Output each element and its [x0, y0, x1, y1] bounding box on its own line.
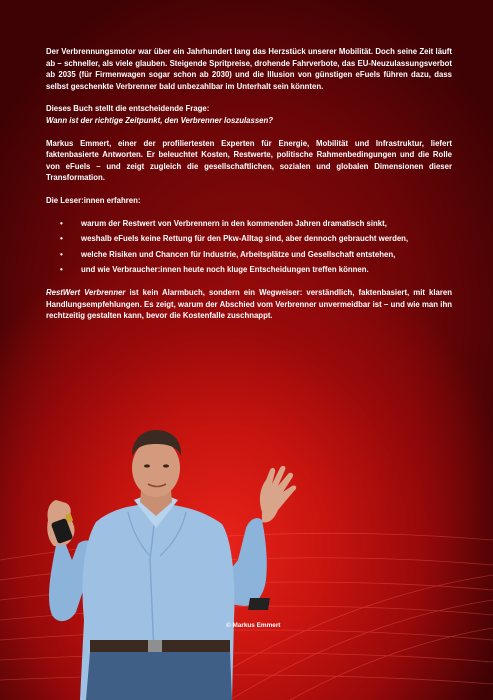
closing-paragraph: RestWert Verbrenner ist kein Alarmbuch, sondern ein Wegweiser: verständlich, faktenbasiert, mit klaren Handlungsempfehlungen. Es zeigt, warum der Abschied vom Verbrenner unvermeidbar ist – und wie man ihn rechtzeitig gestalten kann, bevor die Kostenfalle zuschnappt. — [46, 287, 452, 321]
bullet-item: • weshalb eFuels keine Rettung für den Pkw-Alltag sind, aber dennoch gebraucht werden, — [60, 234, 409, 244]
photo-credit: © Markus Emmert — [226, 622, 281, 629]
author-figure — [47, 430, 296, 700]
bullet-glyph: • — [60, 218, 63, 228]
bullet-item: • warum der Restwert von Verbrennern in den kommenden Jahren dramatisch sinkt, — [60, 218, 387, 228]
book-title-inline: RestWert Verbrenner — [46, 287, 126, 297]
intro-paragraph: Der Verbrennungsmotor war über ein Jahrhundert lang das Herzstück unserer Mobilität. Doch seine Zeit läuft ab – schneller, als viele glauben. Steigende Spritpreise, drohende Fahrverbote, das EU-Neuzulassungsverbot ab 2035 (für Firmenwagen sogar schon ab 2030) und die Illusion von günstigen eFuels führen dazu, dass selbst geschenkte Verbrenner bald unbezahlbar im Unterhalt sein könnten. — [46, 47, 452, 91]
key-question: Wann ist der richtige Zeitpunkt, den Verbrenner loszulassen? — [46, 115, 274, 125]
readers-lead: Die Leser:innen erfahren: — [46, 195, 141, 205]
bullet-item: • und wie Verbraucher:innen heute noch kluge Entscheidungen treffen können. — [60, 265, 369, 275]
bullet-glyph: • — [60, 265, 63, 275]
bullet-glyph: • — [60, 249, 63, 259]
author-paragraph: Markus Emmert, einer der profiliertesten Experten für Energie, Mobilität und Infrastruktur, liefert faktenbasierte Antworten. Er beleuchtet Kosten, Restwerte, politische Rahmenbedingungen und die Rolle von eFuels – und zeigt zugleich die gesellschaftlichen, sozialen und globalen Dimensionen dieser Transformation. — [46, 138, 452, 183]
bullet-glyph: • — [60, 234, 63, 244]
bullet-item: • welche Risiken und Chancen für Industrie, Arbeitsplätze und Gesellschaft entstehen, — [60, 249, 396, 259]
question-lead: Dieses Buch stellt die entscheidende Frage: — [46, 104, 210, 114]
